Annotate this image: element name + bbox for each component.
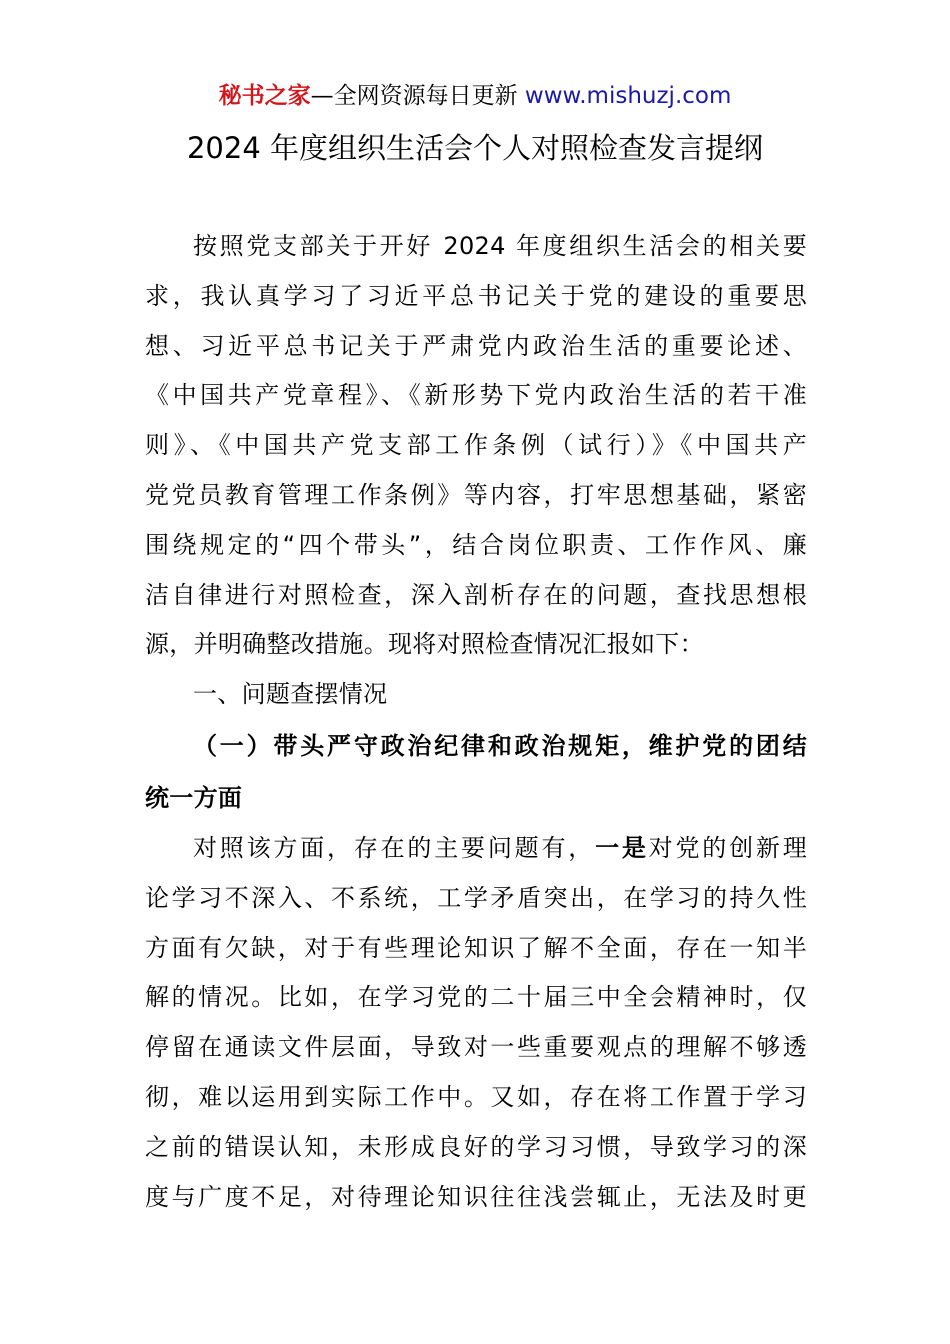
paragraph-line: 彻，难以运用到实际工作中。又如，存在将工作置于学习 [145, 1082, 807, 1111]
subsection-heading-cont: 统一方面 [145, 783, 243, 812]
section-heading: 一、问题查摆情况 [193, 680, 388, 709]
intro-line: 源，并明确整改措施。现将对照检查情况汇报如下： [145, 630, 704, 659]
intro-line: 想、习近平总书记关于严肃党内政治生活的重要论述、 [145, 331, 807, 360]
site-url-link[interactable]: www.mishuzj.com [524, 83, 732, 109]
paragraph-line: 度与广度不足，对待理论知识往往浅尝辄止，无法及时更 [145, 1182, 807, 1211]
paragraph-first-line [145, 824, 807, 874]
intro-line: 党党员教育管理工作条例》等内容，打牢思想基础，紧密 [145, 480, 807, 509]
intro-line: 按照党支部关于开好 2024 年度组织生活会的相关要 [193, 232, 807, 260]
site-header [0, 80, 950, 112]
intro-line: 洁自律进行对照检查，深入剖析存在的问题，查找思想根 [145, 580, 807, 609]
intro-line: 则》、《中国共产党支部工作条例（试行）》《中国共产 [145, 431, 807, 460]
paragraph-line: 停留在通读文件层面，导致对一些重要观点的理解不够透 [145, 1033, 807, 1062]
document-title: 2024 年度组织生活会个人对照检查发言提纲 [186, 131, 764, 165]
paragraph-line: 论学习不深入、不系统，工学矛盾突出，在学习的持久性 [145, 883, 807, 912]
para-emphasis: 一是 [595, 833, 649, 862]
paragraph-line: 方面有欠缺，对于有些理论知识了解不全面，存在一知半 [145, 933, 807, 962]
intro-line: 围绕规定的“四个带头”，结合岗位职责、工作作风、廉 [145, 530, 807, 559]
intro-line: 求，我认真学习了习近平总书记关于党的建设的重要思 [145, 281, 807, 310]
document-body [145, 222, 807, 1222]
intro-line: 《中国共产党章程》、《新形势下党内政治生活的若干准 [145, 381, 807, 410]
paragraph-line: 解的情况。比如，在学习党的二十届三中全会精神时，仅 [145, 983, 807, 1012]
subsection-heading: （一）带头严守政治纪律和政治规矩，维护党的团结 [193, 731, 807, 760]
paragraph-line: 之前的错误认知，未形成良好的学习习惯，导致学习的深 [145, 1132, 807, 1161]
para-text: 对党的创新理 [648, 833, 807, 862]
header-tagline: —全网资源每日更新 [310, 83, 525, 109]
brand-name: 秘书之家 [218, 83, 311, 109]
para-text: 对照该方面，存在的主要问题有， [193, 833, 596, 862]
